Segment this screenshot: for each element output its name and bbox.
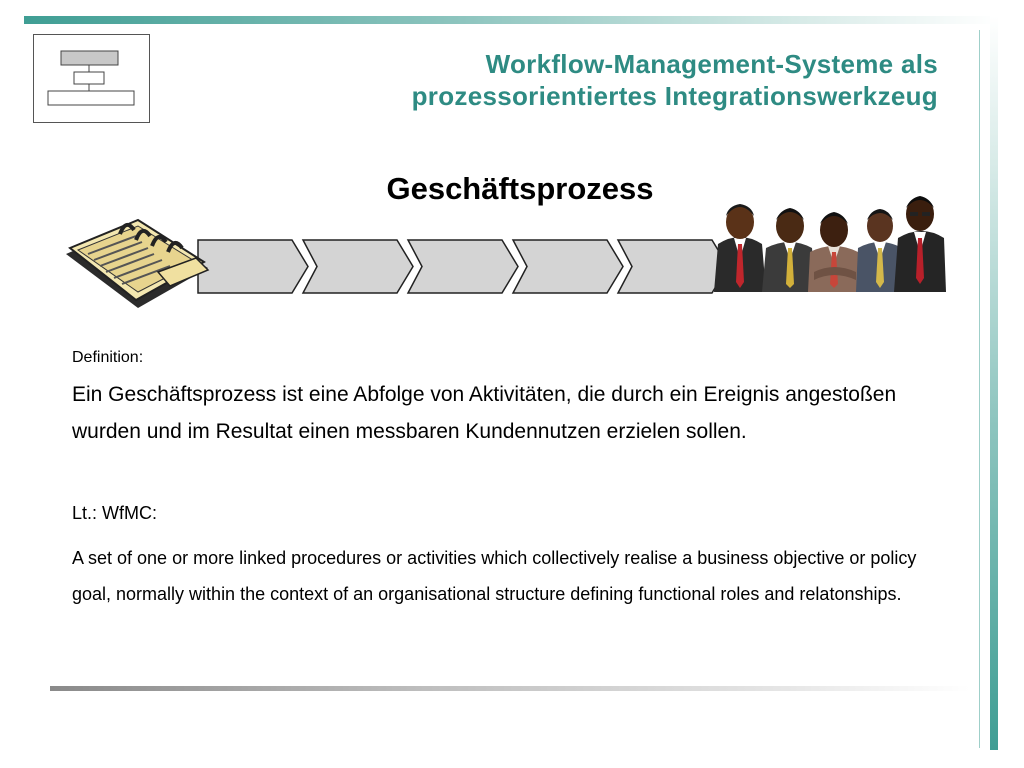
slide-title-line-1: Workflow-Management-Systeme als [485, 49, 938, 79]
reference-label: Lt.: WfMC: [72, 503, 157, 523]
process-step-chevron [513, 240, 623, 293]
slide-title-line-2: prozessorientiertes Integrationswerkzeug [411, 81, 938, 111]
section-title: Geschäftsprozess [386, 171, 654, 206]
slide-frame-bottom [50, 686, 970, 691]
process-step-chevron [408, 240, 518, 293]
definition-text: Ein Geschäftsprozess ist eine Abfolge von Aktivitäten, die durch ein Ereignis angestoßen wurden und im Resultat einen messbaren Kundennutzen erzielen sollen. [72, 383, 897, 443]
process-step-chevron [303, 240, 413, 293]
calendar-book-icon [58, 212, 218, 317]
definition-label: Definition: [72, 349, 144, 366]
business-people-icon [712, 192, 948, 299]
reference-text: A set of one or more linked procedures or activities which collectively realise a business objective or policy goal, normally within the context of an organisational structure defining functional roles and relatonships. [72, 548, 917, 604]
